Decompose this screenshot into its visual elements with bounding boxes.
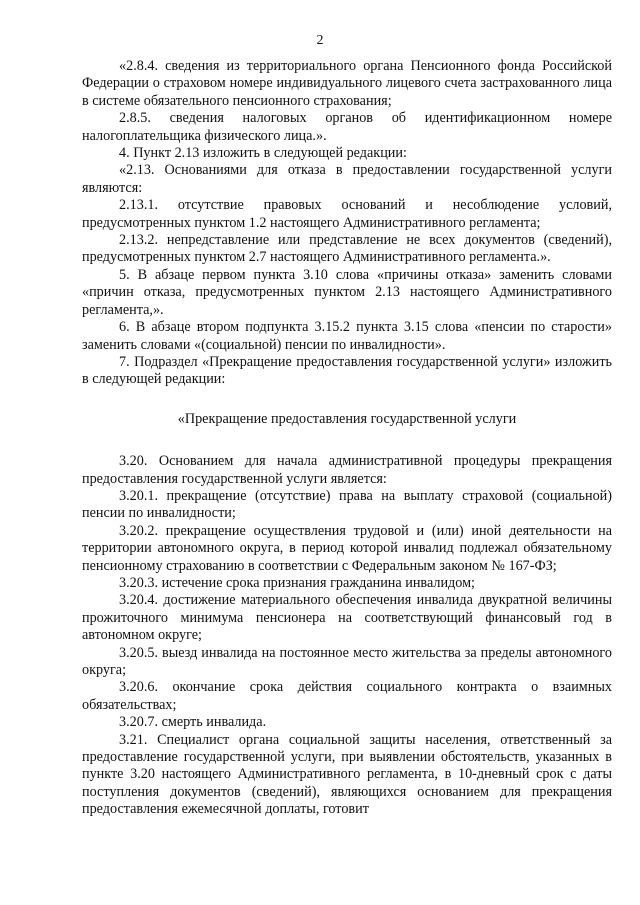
paragraph: 3.20.1. прекращение (отсутствие) права на выплату страховой (социальной) пенсии по инвалидности;	[82, 487, 612, 522]
paragraph: 2.8.5. сведения налоговых органов об идентификационном номере налогоплательщика физического лица.».	[82, 110, 612, 144]
paragraph: «2.13. Основаниями для отказа в предоставлении государственной услуги являются:	[82, 162, 612, 196]
paragraph: 3.20.5. выезд инвалида на постоянное место жительства за пределы автономного округа;	[82, 644, 612, 678]
paragraph: 5. В абзаце первом пункта 3.10 слова «причины отказа» заменить словами «причин отказа, предусмотренных пунктом 2.13 настоящего Административного регламента,».	[82, 266, 612, 318]
paragraph: 3.20.6. окончание срока действия социального контракта о взаимных обязательствах;	[82, 679, 612, 713]
document-body	[82, 58, 612, 819]
paragraph: 3.20. Основанием для начала административной процедуры прекращения предоставления государственной услуги является:	[82, 453, 612, 487]
paragraph: 4. Пункт 2.13 изложить в следующей редакции:	[119, 145, 407, 162]
paragraph: 2.13.2. непредставление или представление не всех документов (сведений), предусмотренных пунктом 2.7 настоящего Административного регламента.».	[82, 232, 612, 266]
paragraph: 3.21. Специалист органа социальной защиты населения, ответственный за предоставление государственной услуги, при выявлении обстоятельств, указанных в пункте 3.20 настоящего Административного регламента, в 10-дневный срок с даты поступления документов (сведений), являющихся основанием для прекращения предоставления ежемесячной доплаты, готовит	[82, 731, 612, 818]
paragraph: 3.20.2. прекращение осуществления трудовой и (или) иной деятельности на территории автономного округа, в период которой инвалид подлежал обязательному пенсионному страхованию в соответствии с Федеральным законом № 167-ФЗ;	[82, 522, 612, 574]
paragraph: 7. Подраздел «Прекращение предоставления государственной услуги» изложить в следующей редакции:	[82, 353, 612, 388]
paragraph: 2.13.1. отсутствие правовых оснований и несоблюдение условий, предусмотренных пунктом 1.2 настоящего Административного регламента;	[82, 197, 612, 231]
paragraph: «2.8.4. сведения из территориального органа Пенсионного фонда Российской Федерации о страховом номере индивидуального лицевого счета застрахованного лица в системе обязательного пенсионного страхования;	[82, 58, 612, 109]
section-heading: «Прекращение предоставления государственной услуги	[177, 410, 517, 427]
paragraph: 3.20.7. смерть инвалида.	[119, 714, 267, 731]
paragraph: 6. В абзаце втором подпункта 3.15.2 пункта 3.15 слова «пенсии по старости» заменить словами «(социальной) пенсии по инвалидности».	[82, 319, 612, 353]
paragraph: 3.20.4. достижение материального обеспечения инвалида двукратной величины прожиточного минимума пенсионера на соответствующий финансовый год в автономном округе;	[82, 592, 612, 644]
page-number: 2	[316, 33, 324, 48]
paragraph: 3.20.3. истечение срока признания гражданина инвалидом;	[119, 574, 475, 591]
